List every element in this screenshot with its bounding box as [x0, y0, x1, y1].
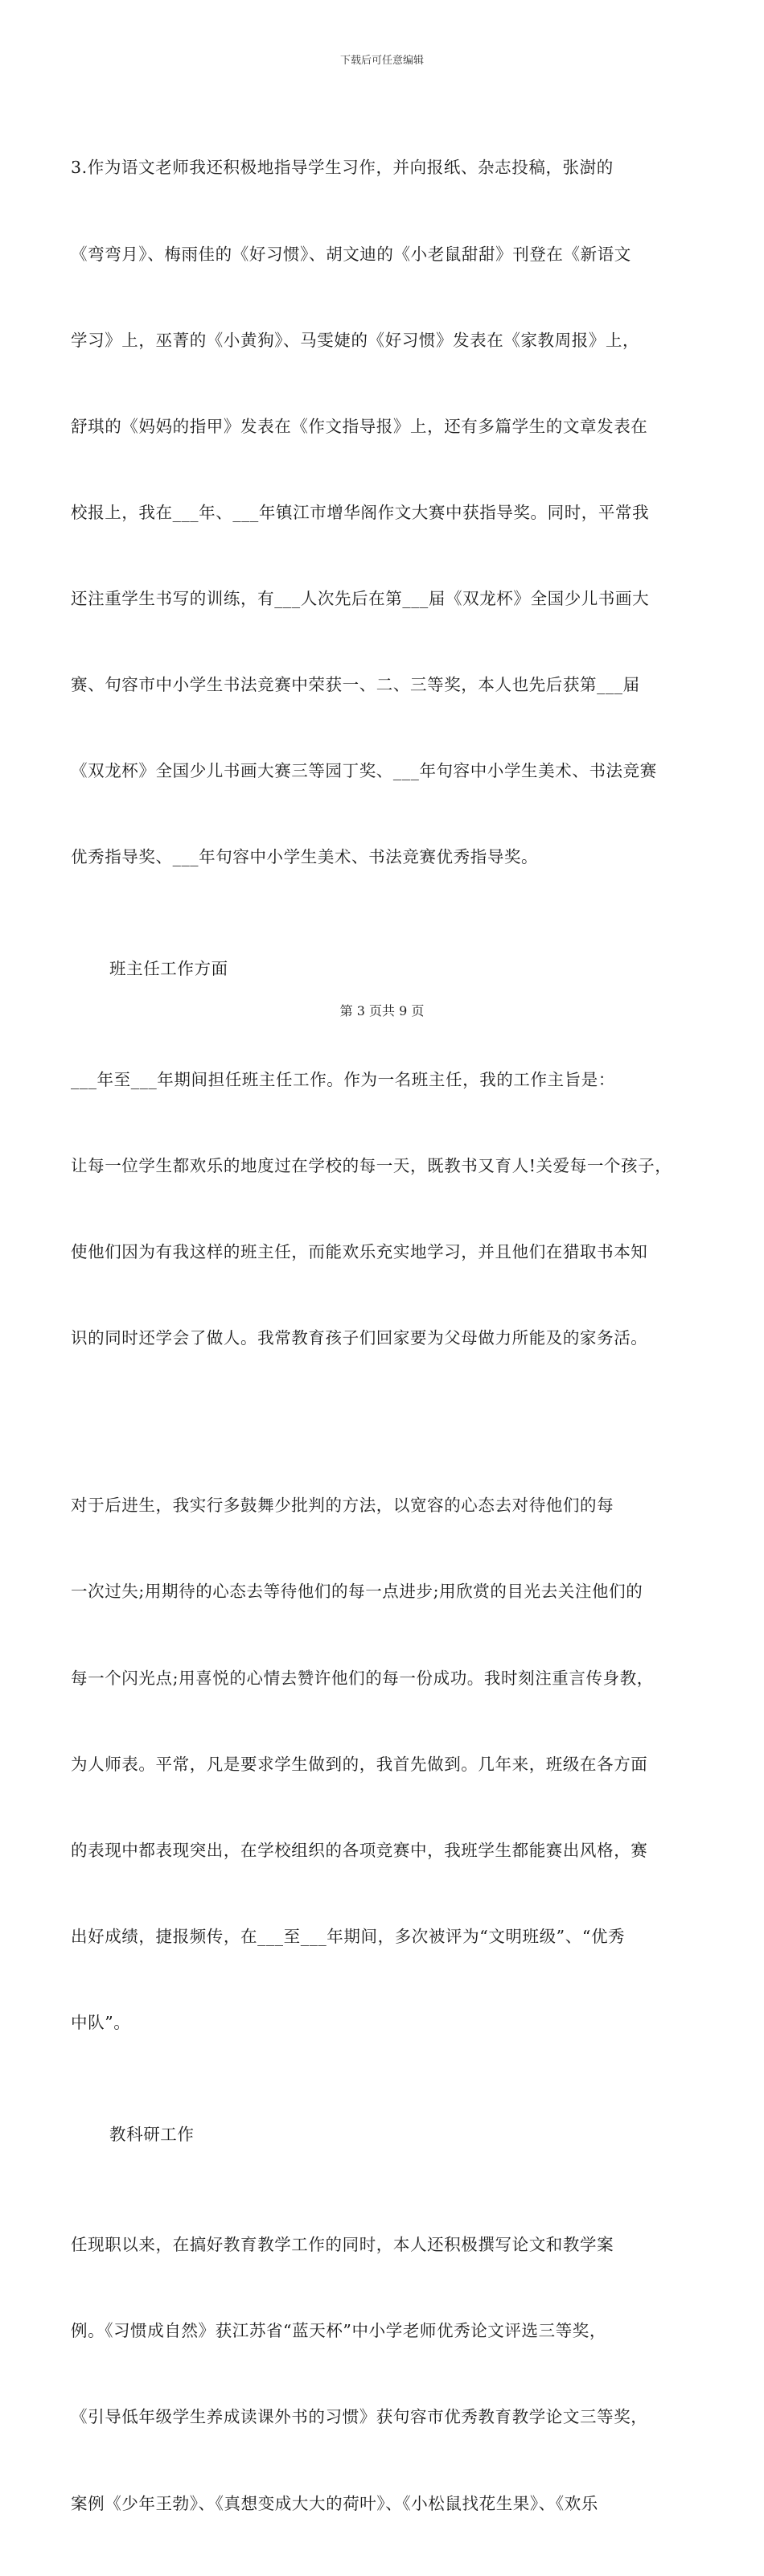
text-line: 任现职以来，在搞好教育教学工作的同时，本人还积极撰写论文和教学案: [71, 2235, 614, 2255]
text-line: 优秀指导奖、___年句容中小学生美术、书法竞赛优秀指导奖。: [71, 847, 539, 867]
section-heading-research: 教科研工作: [109, 2125, 195, 2145]
text-line: 例。《习惯成自然》获江苏省“蓝天杯”中小学老师优秀论文评选三等奖，: [71, 2321, 607, 2341]
paragraph-research: [71, 2174, 692, 2576]
text-line: 识的同时还学会了做人。我常教育孩子们回家要为父母做力所能及的家务活。: [71, 1327, 648, 1348]
text-line: 的表现中都表现突出，在学校组织的各项竞赛中，我班学生都能赛出风格，赛: [71, 1840, 648, 1860]
text-line: 3.作为语文老师我还积极地指导学生习作，并向报纸、杂志投稿，张澍的: [71, 158, 614, 178]
text-line: 使他们因为有我这样的班主任，而能欢乐充实地学习，并且他们在猎取书本知: [71, 1241, 648, 1261]
text-line: 学习》上，巫菁的《小黄狗》、马雯婕的《好习惯》发表在《家教周报》上，: [71, 330, 640, 350]
document-body: [71, 97, 692, 2576]
text-line: 《弯弯月》、梅雨佳的《好习惯》、胡文迪的《小老鼠甜甜》刊登在《新语文: [71, 244, 631, 264]
text-line: 为人师表。平常，凡是要求学生做到的，我首先做到。几年来，班级在各方面: [71, 1754, 648, 1774]
paragraph-underachievers: [71, 1434, 692, 2095]
text-line: 对于后进生，我实行多鼓舞少批判的方法，以宽容的心态去对待他们的每: [71, 1496, 614, 1516]
text-line: 舒琪的《妈妈的指甲》发表在《作文指导报》上，还有多篇学生的文章发表在: [71, 416, 648, 436]
text-line: 校报上，我在___年、___年镇江市增华阁作文大赛中获指导奖。同时，平常我: [71, 502, 650, 522]
text-line: 《引导低年级学生养成读课外书的习惯》获句容市优秀教育教学论文三等奖，: [71, 2407, 648, 2427]
text-line: 还注重学生书写的训练，有___人次先后在第___届《双龙杯》全国少儿书画大: [71, 588, 650, 608]
text-line: 让每一位学生都欢乐的地度过在学校的每一天，既教书又育人!关爱每一个孩子，: [71, 1155, 672, 1175]
text-line: ___年至___年期间担任班主任工作。作为一名班主任，我的工作主旨是：: [71, 1069, 615, 1089]
text-line: 一次过失;用期待的心态去等待他们的每一点进步;用欣赏的目光去关注他们的: [71, 1582, 643, 1602]
text-line: 赛、句容市中小学生书法竞赛中荣获一、二、三等奖，本人也先后获第___届: [71, 675, 640, 695]
text-line: 《双龙杯》全国少儿书画大赛三等园丁奖、___年句容中小学生美术、书法竞赛: [71, 761, 657, 781]
text-line: 中队”。: [71, 2013, 131, 2032]
text-line: 每一个闪光点;用喜悦的心情去赞许他们的每一份成功。我时刻注重言传身教，: [71, 1668, 654, 1688]
page-footer: 第 3 页共 9 页: [339, 1003, 425, 1018]
paragraph-class-teacher: [71, 1008, 692, 1410]
text-line: 出好成绩，捷报频传，在___至___年期间，多次被评为“文明班级”、“优秀: [71, 1926, 626, 1946]
text-line: 案例《少年王勃》、《真想变成大大的荷叶》、《小松鼠找花生果》、《欢乐: [71, 2493, 598, 2513]
section-heading-class-teacher: 班主任工作方面: [109, 959, 228, 979]
page-header: 下载后可任意编辑: [339, 55, 424, 67]
paragraph-writing-guidance: [71, 97, 692, 929]
